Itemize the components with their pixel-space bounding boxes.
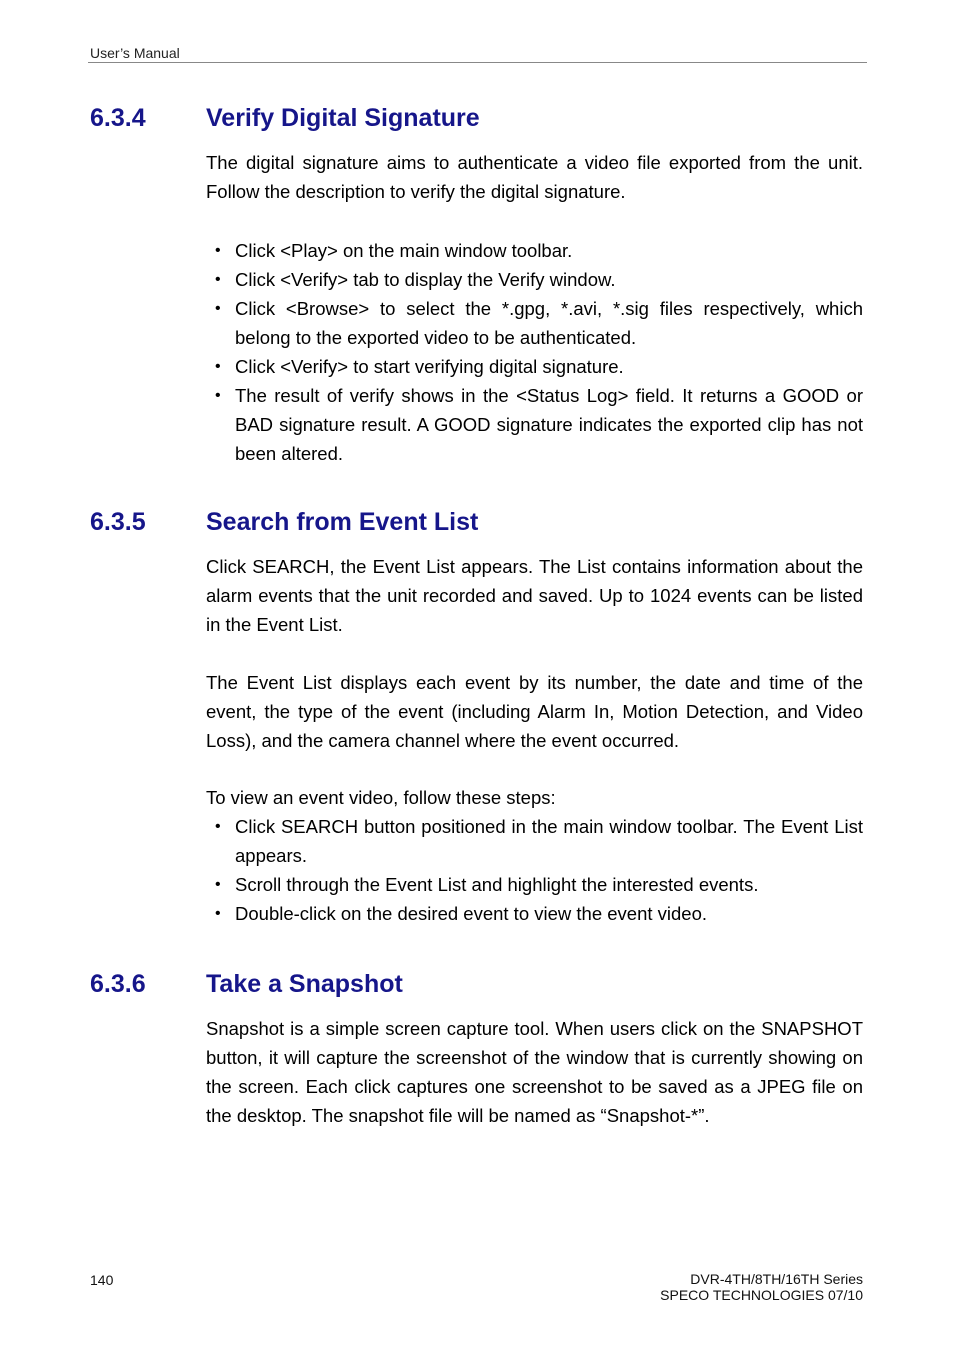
list-item: • Click <Verify> tab to display the Verify window. [206,265,863,294]
event-steps-list [206,812,863,928]
header-divider [88,62,867,63]
footer-product-info [660,1271,863,1303]
section-intro-paragraph: The digital signature aims to authenticate a video file exported from the unit. Follow the description to verify the digital signature. [206,152,863,202]
event-list-paragraph-1: Click SEARCH, the Event List appears. The List contains information about the alarm events that the unit recorded and saved. Up to 1024 events can be listed in the Event List. [206,556,863,635]
list-item: • Click SEARCH button positioned in the main window toolbar. The Event List appears. [206,812,863,870]
list-item: • Click <Browse> to select the *.gpg, *.avi, *.sig files respectively, which belong to the exported video to be authenticated. [206,294,863,352]
footer-series: DVR-4TH/8TH/16TH Series [690,1271,863,1287]
section-number-6-3-6: 6.3.6 [90,970,146,998]
list-item: • Click <Verify> to start verifying digital signature. [206,352,863,381]
section-title-take-a-snapshot: Take a Snapshot [206,970,403,998]
section-number-6-3-5: 6.3.5 [90,508,146,536]
section-title-verify-digital-signature: Verify Digital Signature [206,104,480,132]
list-item: • Click <Play> on the main window toolbar. [206,236,863,265]
section-number-6-3-4: 6.3.4 [90,104,146,132]
list-item: • The result of verify shows in the <Status Log> field. It returns a GOOD or BAD signature result. A GOOD signature indicates the exported clip has not been altered. [206,381,863,468]
page-number: 140 [90,1272,114,1288]
section-title-search-from-event-list: Search from Event List [206,508,479,536]
event-list-paragraph-3: To view an event video, follow these steps: [206,787,556,808]
list-item: • Double-click on the desired event to view the event video. [206,899,863,928]
footer-company: SPECO TECHNOLOGIES 07/10 [660,1287,863,1303]
verify-steps-list [206,236,863,468]
running-header: User’s Manual [90,45,180,61]
list-item: • Scroll through the Event List and highlight the interested events. [206,870,863,899]
snapshot-paragraph: Snapshot is a simple screen capture tool. When users click on the SNAPSHOT button, it will capture the screenshot of the window that is currently showing on the screen. Each click captures one screenshot to be saved as a JPEG file on the desktop. The snapshot file will be named as “Snapshot-*”. [206,1018,863,1126]
event-list-paragraph-2: The Event List displays each event by its number, the date and time of the event, the type of the event (including Alarm In, Motion Detection, and Video Loss), and the camera channel where the event occurred. [206,672,863,751]
